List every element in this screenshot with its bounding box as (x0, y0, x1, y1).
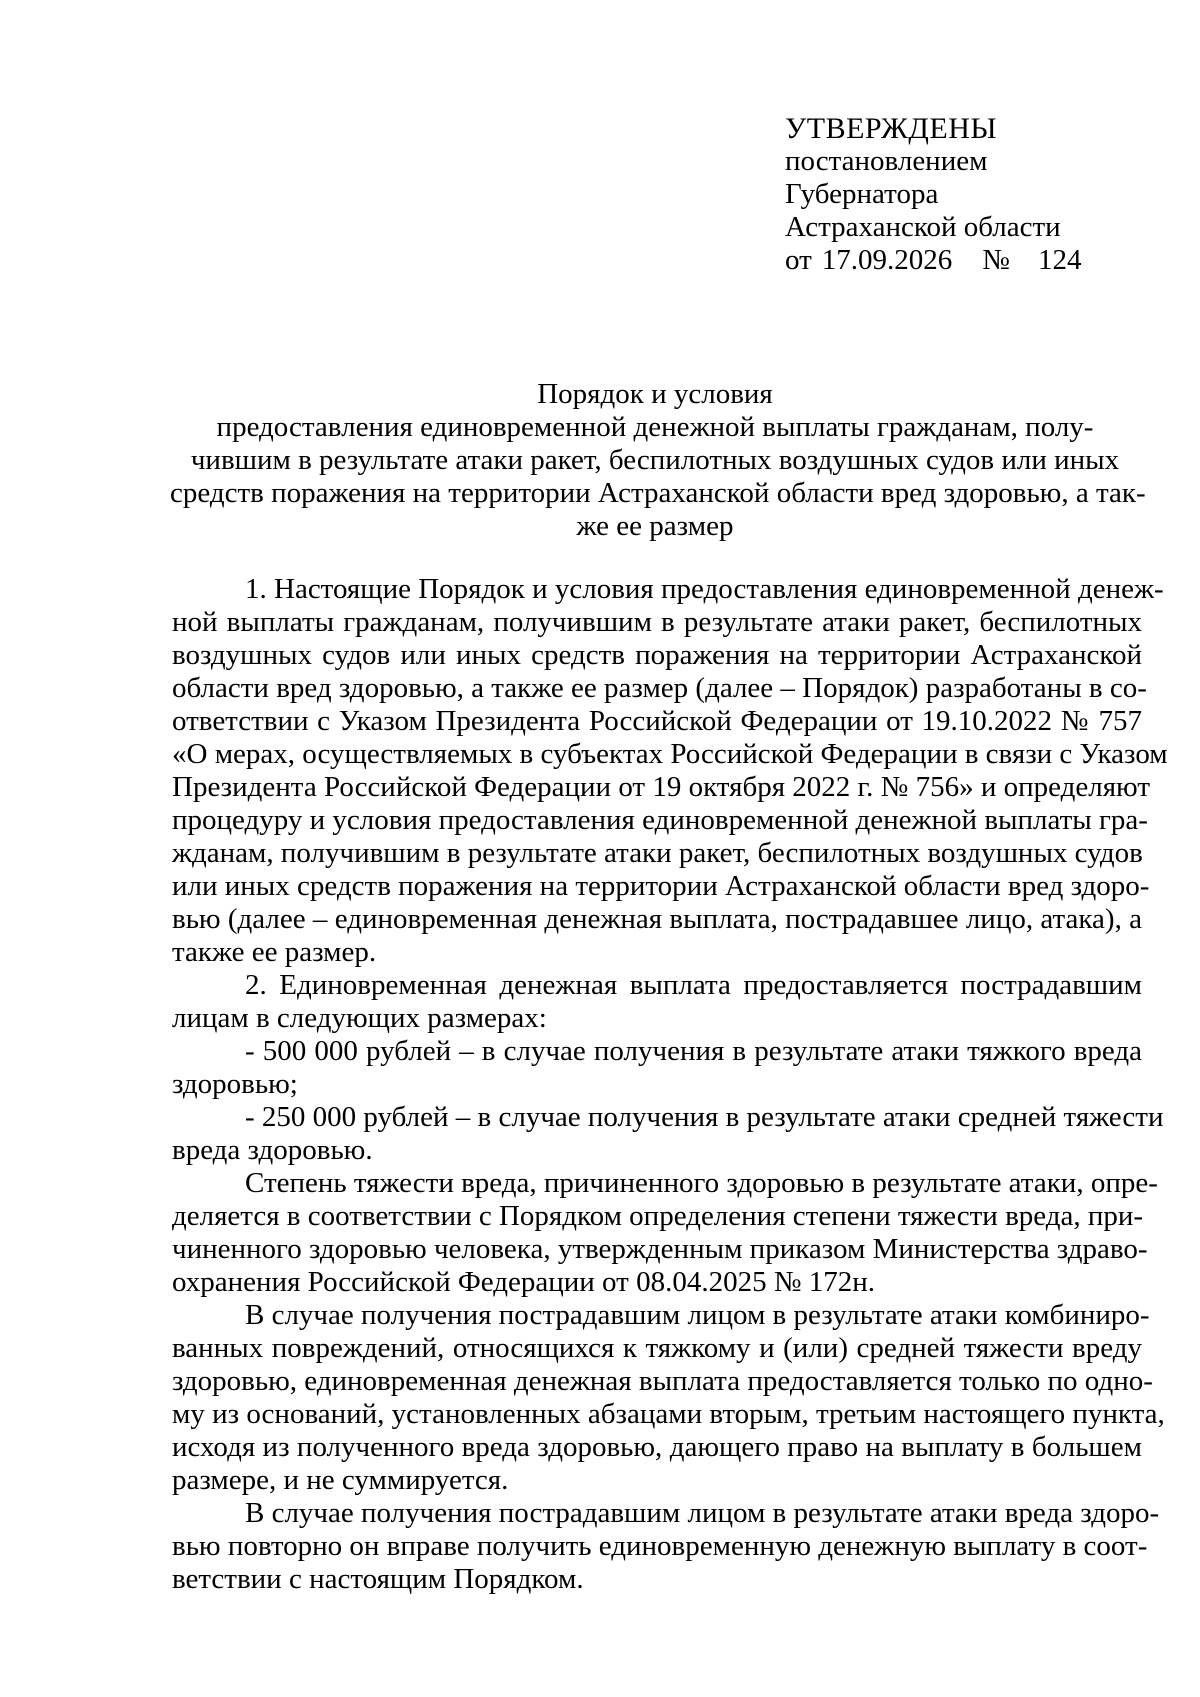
document-title-line: Порядок и условия (537, 378, 773, 410)
body-line: вреда здоровью. (172, 1134, 373, 1166)
body-line: также ее размер. (172, 936, 377, 968)
body-line: чиненного здоровью человека, утвержденным приказом Министерства здраво- (172, 1233, 1148, 1265)
body-line: «О мерах, осуществляемых в субъектах Российской Федерации в связи с Указом (172, 738, 1168, 770)
body-line: ванных повреждений, относящихся к тяжкому и (или) средней тяжести вреду (172, 1332, 1142, 1364)
body-line: или иных средств поражения на территории Астраханской области вред здоро- (172, 870, 1150, 902)
body-line: области вред здоровью, а также ее размер (далее – Порядок) разработаны в со- (172, 672, 1147, 704)
body-line: вью (далее – единовременная денежная выплата, пострадавшее лицо, атака), а (172, 903, 1142, 935)
body-line: исходя из полученного вреда здоровью, дающего право на выплату в большем (172, 1431, 1142, 1463)
body-line: В случае получения пострадавшим лицом в результате атаки комбиниро- (245, 1299, 1150, 1331)
body-line: ответствии с Указом Президента Российской Федерации от 19.10.2022 № 757 (172, 705, 1142, 737)
body-line: Степень тяжести вреда, причиненного здоровью в результате атаки, опре- (245, 1167, 1158, 1199)
approval-date-number-line (785, 244, 1165, 277)
approval-date: 17.09.2026 (821, 244, 953, 276)
body-line: охранения Российской Федерации от 08.04.2025 № 172н. (172, 1266, 876, 1298)
approval-number: 124 (1037, 244, 1082, 276)
document-title (170, 378, 1146, 543)
body-line: здоровью; (172, 1068, 298, 1100)
document-title-line: чившим в результате атаки ракет, беспилотных воздушных судов или иных (190, 444, 1120, 476)
body-line: вью повторно он вправе получить единовременную денежную выплату в соот- (172, 1530, 1148, 1562)
approval-title: УТВЕРЖДЕНЫ (785, 112, 998, 145)
body-line: здоровью, единовременная денежная выплата предоставляется только по одно- (172, 1365, 1153, 1397)
body-line: лицам в следующих размерах: (172, 1002, 547, 1034)
approval-number-sign: № (982, 244, 1010, 276)
approval-line-3: Астраханской области (785, 211, 1061, 243)
body-line: размере, и не суммируется. (172, 1464, 509, 1496)
approval-date-prefix: от (785, 244, 812, 276)
approval-line-2: Губернатора (785, 178, 939, 210)
document-title-line: предоставления единовременной денежной выплаты гражданам, полу- (216, 411, 1094, 443)
body-line: ной выплаты гражданам, получившим в результате атаки ракет, беспилотных (172, 606, 1142, 638)
approval-line-1: постановлением (785, 145, 988, 177)
body-line: ветствии с настоящим Порядком. (172, 1563, 584, 1595)
body-line: воздушных судов или иных средств поражения на территории Астраханской (172, 639, 1142, 671)
approval-stamp-block (785, 112, 1165, 277)
document-title-line: средств поражения на территории Астраханской области вред здоровью, а так- (170, 477, 1146, 509)
body-line: Президента Российской Федерации от 19 октября 2022 г. № 756» и определяют (172, 771, 1150, 803)
body-line: 2. Единовременная денежная выплата предоставляется пострадавшим (245, 969, 1142, 1001)
body-line: му из оснований, установленных абзацами вторым, третьим настоящего пункта, (172, 1398, 1165, 1430)
body-line: жданам, получившим в результате атаки ракет, беспилотных воздушных судов (172, 837, 1143, 869)
body-line: 1. Настоящие Порядок и условия предоставления единовременной денеж- (245, 573, 1164, 605)
body-line: процедуру и условия предоставления единовременной денежной выплаты гра- (172, 804, 1148, 836)
document-title-line: же ее размер (576, 510, 734, 542)
body-line: - 250 000 рублей – в случае получения в результате атаки средней тяжести (245, 1101, 1164, 1133)
body-line: - 500 000 рублей – в случае получения в результате атаки тяжкого вреда (245, 1035, 1142, 1067)
body-line: деляется в соответствии с Порядком определения степени тяжести вреда, при- (172, 1200, 1144, 1232)
body-line: В случае получения пострадавшим лицом в результате атаки вреда здоро- (245, 1497, 1160, 1529)
document-body (172, 573, 1168, 1596)
